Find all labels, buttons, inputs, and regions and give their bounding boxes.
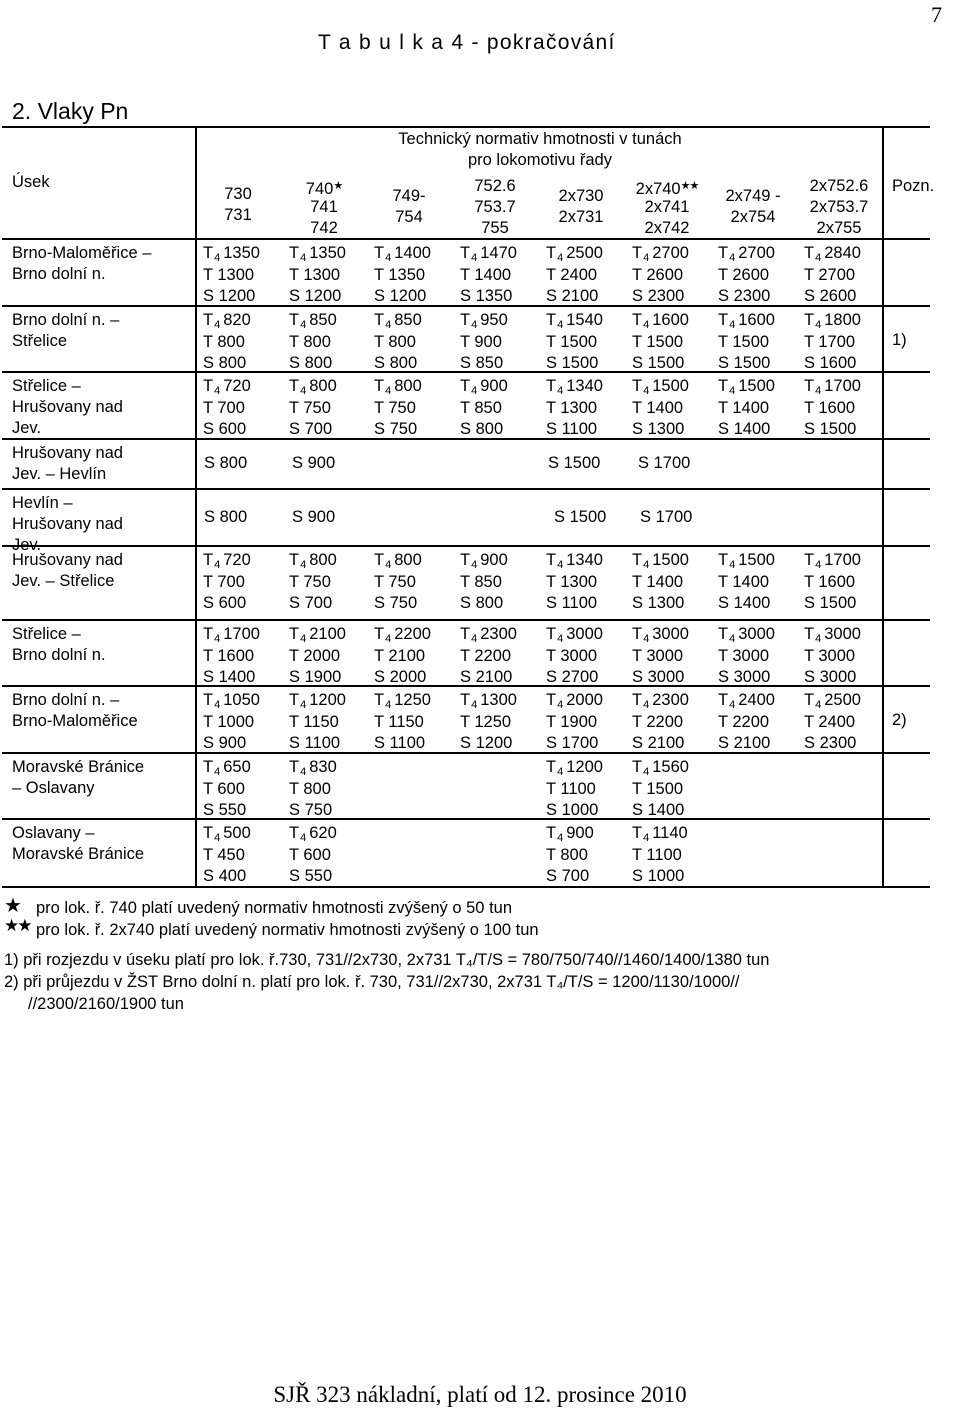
- segment-label: Jev. – Hevlín: [12, 465, 107, 483]
- cell-s: S 1500: [554, 508, 607, 526]
- segment-label: Brno-Maloměřice –: [12, 244, 152, 262]
- cell-s: S 1100: [546, 594, 598, 612]
- cell-t: T 1400: [718, 398, 770, 417]
- segment-label: Brno-Maloměřice: [12, 712, 138, 730]
- cell-s: S 900: [203, 734, 247, 752]
- cell-s: S 1500: [718, 354, 771, 372]
- cell-s: S 1500: [546, 354, 599, 372]
- header-col-1: 730: [224, 185, 252, 203]
- cell-t4: $T_4$ 1300: [460, 691, 517, 711]
- note-star2: pro lok. ř. 2x740 platí uvedený normativ hmotnosti zvýšený o 100 tun: [36, 921, 539, 939]
- star-icon: ★: [4, 895, 22, 917]
- cell-s: S 1000: [632, 867, 685, 885]
- cell-s: S 1200: [460, 734, 513, 752]
- cell-t4: $T_4$ 2400: [718, 691, 775, 711]
- cell-t: T 2600: [632, 265, 684, 284]
- cell-t: T 1600: [203, 646, 255, 665]
- cell-t: T 1100: [546, 779, 596, 798]
- header-col-8: 2x755: [816, 219, 862, 237]
- cell-t: T 1500: [632, 779, 684, 798]
- cell-t4: $T_4$ 1050: [203, 691, 260, 711]
- cell-t4: $T_4$ 1470: [460, 244, 517, 264]
- cell-t: T 1300: [289, 265, 341, 284]
- cell-t: T 3000: [632, 646, 684, 665]
- cell-t4: $T_4$ 900: [460, 377, 508, 397]
- cell-t4: $T_4$ 1200: [289, 691, 346, 711]
- cell-s: S 800: [204, 508, 248, 526]
- segment-label: Hrušovany nad: [12, 551, 123, 569]
- cell-t: T 1500: [546, 332, 598, 351]
- header-col-4: 752.6: [474, 177, 516, 195]
- cell-s: S 1100: [546, 420, 598, 438]
- cell-s: S 3000: [632, 668, 685, 686]
- header-col-7: 2x754: [730, 208, 776, 226]
- cell-t: T 750: [289, 572, 331, 591]
- cell-s: S 2600: [804, 287, 857, 305]
- segment-label: – Oslavany: [12, 779, 95, 797]
- cell-s: S 550: [289, 867, 333, 885]
- cell-t: T 1150: [374, 712, 424, 731]
- segment-label: Brno dolní n. –: [12, 691, 120, 709]
- cell-t4: $T_4$ 1200: [546, 758, 603, 778]
- cell-t: T 700: [203, 398, 245, 417]
- segment-label: Moravské Bránice: [12, 845, 145, 863]
- footnote-2: 2) při průjezdu v ŽST Brno dolní n. platí pro lok. ř. 730, 731//2x730, 2x731 T₄/T/S = 1200/1130/1000//: [4, 973, 740, 991]
- cell-t: T 850: [460, 398, 502, 417]
- cell-s: S 1400: [718, 594, 771, 612]
- cell-s: S 2100: [546, 287, 599, 305]
- cell-s: S 1900: [289, 668, 342, 686]
- cell-t: T 1900: [546, 712, 598, 731]
- header-col-3: 754: [395, 208, 423, 226]
- segment-label: Jev.: [12, 536, 42, 554]
- cell-s: S 400: [203, 867, 247, 885]
- cell-t4: $T_4$ 850: [289, 311, 337, 331]
- cell-s: S 2700: [546, 668, 599, 686]
- cell-t: T 2200: [718, 712, 770, 731]
- cell-t: T 1300: [546, 572, 598, 591]
- header-col-7: 2x749 -: [725, 187, 781, 205]
- cell-t4: $T_4$ 2000: [546, 691, 603, 711]
- cell-t4: $T_4$ 3000: [546, 625, 603, 645]
- section-heading: 2. Vlaky Pn: [12, 98, 129, 124]
- cell-t4: $T_4$ 950: [460, 311, 508, 331]
- cell-s: S 1700: [638, 454, 691, 472]
- cell-t: T 750: [374, 398, 416, 417]
- cell-t4: $T_4$ 3000: [632, 625, 689, 645]
- header-col-3: 749-: [392, 187, 426, 205]
- cell-t: T 750: [374, 572, 416, 591]
- cell-t4: $T_4$ 800: [289, 551, 337, 571]
- cell-t: T 700: [203, 572, 245, 591]
- cell-t4: $T_4$ 720: [203, 551, 251, 571]
- cell-t: T 600: [203, 779, 245, 798]
- cell-t: T 800: [374, 332, 416, 351]
- cell-t: T 2600: [718, 265, 770, 284]
- cell-s: S 600: [203, 594, 247, 612]
- cell-s: S 2100: [460, 668, 513, 686]
- cell-t: T 2200: [632, 712, 684, 731]
- cell-t4: $T_4$ 720: [203, 377, 251, 397]
- cell-t: T 800: [289, 779, 331, 798]
- double-star-icon: ★★: [680, 180, 699, 192]
- cell-t4: $T_4$ 2700: [718, 244, 775, 264]
- footnote-2-cont: //2300/2160/1900 tun: [28, 995, 184, 1013]
- cell-t4: $T_4$ 1600: [718, 311, 775, 331]
- cell-t: T 3000: [546, 646, 598, 665]
- cell-s: S 1400: [203, 668, 256, 686]
- cell-s: S 3000: [804, 668, 857, 686]
- cell-s: S 1000: [546, 801, 599, 819]
- header-col-4: 755: [481, 219, 509, 237]
- cell-t4: $T_4$ 830: [289, 758, 337, 778]
- cell-t: T 1400: [718, 572, 770, 591]
- cell-s: S 3000: [718, 668, 771, 686]
- cell-s: S 2300: [804, 734, 857, 752]
- cell-t4: $T_4$ 1700: [804, 377, 861, 397]
- cell-t4: $T_4$ 3000: [718, 625, 775, 645]
- header-group-title: Technický normativ hmotnosti v tunách: [398, 130, 682, 148]
- cell-s: S 1700: [640, 508, 693, 526]
- segment-label: Moravské Bránice: [12, 758, 145, 776]
- header-col-2: 742: [310, 219, 338, 237]
- cell-t: T 2400: [804, 712, 856, 731]
- row-rule: [2, 886, 930, 888]
- cell-s: S 1400: [718, 420, 771, 438]
- cell-s: S 750: [374, 594, 418, 612]
- header-col-2: 741: [310, 198, 338, 216]
- cell-s: S 2100: [718, 734, 771, 752]
- cell-t: T 1500: [718, 332, 770, 351]
- cell-t: T 2700: [804, 265, 856, 284]
- cell-t4: $T_4$ 900: [460, 551, 508, 571]
- segment-label: Střelice –: [12, 625, 81, 643]
- segment-label: Střelice –: [12, 377, 81, 395]
- cell-t: T 800: [546, 845, 588, 864]
- cell-t4: $T_4$ 1350: [289, 244, 346, 264]
- cell-t: T 1400: [632, 398, 684, 417]
- cell-t4: $T_4$ 500: [203, 824, 251, 844]
- segment-label: Hevlín –: [12, 494, 73, 512]
- header-col-5: 2x731: [558, 208, 604, 226]
- segment-label: Hrušovany nad: [12, 444, 123, 462]
- cell-t: T 1400: [460, 265, 512, 284]
- segment-label: Jev.: [12, 419, 42, 437]
- cell-s: S 800: [203, 354, 247, 372]
- header-col-5: 2x730: [558, 187, 604, 205]
- cell-t: T 900: [460, 332, 502, 351]
- cell-t: T 2000: [289, 646, 341, 665]
- header-col-8: 2x753.7: [809, 198, 869, 216]
- cell-t4: $T_4$ 1340: [546, 551, 603, 571]
- cell-t4: $T_4$ 1500: [632, 551, 689, 571]
- cell-t4: $T_4$ 850: [374, 311, 422, 331]
- cell-s: S 1500: [804, 420, 857, 438]
- segment-label: Střelice: [12, 332, 68, 350]
- cell-t: T 1000: [203, 712, 255, 731]
- cell-t4: $T_4$ 1700: [804, 551, 861, 571]
- cell-s: S 2300: [718, 287, 771, 305]
- cell-t: T 2400: [546, 265, 598, 284]
- cell-t4: $T_4$ 1500: [718, 377, 775, 397]
- cell-t4: $T_4$ 1700: [203, 625, 260, 645]
- cell-s: S 1300: [632, 420, 685, 438]
- cell-t: T 1300: [203, 265, 255, 284]
- cell-t4: $T_4$ 2840: [804, 244, 861, 264]
- cell-t: T 850: [460, 572, 502, 591]
- cell-s: S 900: [292, 508, 336, 526]
- cell-s: S 1700: [546, 734, 599, 752]
- cell-s: S 1600: [804, 354, 857, 372]
- cell-s: S 700: [289, 420, 333, 438]
- cell-s: S 2100: [632, 734, 685, 752]
- cell-t4: $T_4$ 2500: [546, 244, 603, 264]
- cell-s: S 750: [289, 801, 333, 819]
- cell-t: T 1150: [289, 712, 339, 731]
- cell-s: S 1500: [548, 454, 601, 472]
- note-star1: pro lok. ř. 740 platí uvedený normativ hmotnosti zvýšený o 50 tun: [36, 899, 513, 917]
- cell-s: S 1200: [203, 287, 256, 305]
- cell-t4: $T_4$ 2100: [289, 625, 346, 645]
- cell-t4: $T_4$ 2300: [460, 625, 517, 645]
- cell-t4: $T_4$ 1250: [374, 691, 431, 711]
- col-rule: [882, 126, 884, 886]
- segment-label: Jev. – Střelice: [12, 572, 115, 590]
- cell-s: S 900: [292, 454, 336, 472]
- cell-t4: $T_4$ 1600: [632, 311, 689, 331]
- cell-t: T 3000: [718, 646, 770, 665]
- header-col-8: 2x752.6: [809, 177, 869, 195]
- cell-s: S 550: [203, 801, 247, 819]
- cell-t4: $T_4$ 1500: [632, 377, 689, 397]
- cell-s: S 1100: [374, 734, 426, 752]
- page-number: 7: [931, 2, 942, 27]
- star-icon: ★: [333, 180, 343, 192]
- cell-t4: $T_4$ 1500: [718, 551, 775, 571]
- cell-t: T 1700: [804, 332, 856, 351]
- cell-t: T 2200: [460, 646, 512, 665]
- cell-t4: $T_4$ 1340: [546, 377, 603, 397]
- header-col-1: 731: [224, 206, 252, 224]
- page-title: T a b u l k a 4 - pokračování: [318, 31, 616, 54]
- cell-t4: $T_4$ 1560: [632, 758, 689, 778]
- cell-t: T 1100: [632, 845, 682, 864]
- segment-label: Brno dolní n.: [12, 646, 106, 664]
- cell-t: T 750: [289, 398, 331, 417]
- cell-s: S 2000: [374, 668, 427, 686]
- cell-t: T 2100: [374, 646, 426, 665]
- cell-t4: $T_4$ 820: [203, 311, 251, 331]
- cell-t: T 1600: [804, 398, 856, 417]
- header-pozn: Pozn.: [892, 177, 935, 195]
- cell-s: S 1200: [374, 287, 427, 305]
- cell-s: S 750: [374, 420, 418, 438]
- cell-s: S 1300: [632, 594, 685, 612]
- row-rule: [2, 818, 930, 820]
- cell-t: T 800: [289, 332, 331, 351]
- cell-s: S 800: [460, 594, 504, 612]
- col-rule: [195, 126, 197, 886]
- cell-t4: $T_4$ 3000: [804, 625, 861, 645]
- cell-t4: $T_4$ 800: [374, 377, 422, 397]
- cell-s: S 800: [204, 454, 248, 472]
- cell-t4: $T_4$ 900: [546, 824, 594, 844]
- cell-t: T 800: [203, 332, 245, 351]
- cell-t4: $T_4$ 650: [203, 758, 251, 778]
- header-col-6: 2x742: [644, 219, 690, 237]
- cell-s: S 1200: [289, 287, 342, 305]
- cell-t: T 1350: [374, 265, 426, 284]
- cell-t4: $T_4$ 2500: [804, 691, 861, 711]
- row-note: 1): [892, 331, 907, 349]
- cell-s: S 1400: [632, 801, 685, 819]
- cell-s: S 1500: [632, 354, 685, 372]
- cell-s: S 1350: [460, 287, 513, 305]
- cell-t: T 1300: [546, 398, 598, 417]
- segment-label: Hrušovany nad: [12, 515, 123, 533]
- header-col-6: 2x741: [644, 198, 690, 216]
- cell-s: S 800: [374, 354, 418, 372]
- cell-s: S 800: [460, 420, 504, 438]
- cell-t4: $T_4$ 1350: [203, 244, 260, 264]
- header-usek: Úsek: [12, 173, 50, 191]
- row-rule: [2, 619, 930, 621]
- cell-s: S 700: [546, 867, 590, 885]
- cell-s: S 850: [460, 354, 504, 372]
- cell-s: S 700: [289, 594, 333, 612]
- header-group-subtitle: pro lokomotivu řady: [468, 151, 612, 169]
- cell-s: S 1500: [804, 594, 857, 612]
- header-col-2: 740★: [305, 180, 343, 198]
- cell-t4: $T_4$ 2700: [632, 244, 689, 264]
- cell-t: T 450: [203, 845, 245, 864]
- cell-t: T 1400: [632, 572, 684, 591]
- cell-s: S 600: [203, 420, 247, 438]
- page-footer: SJŘ 323 nákladní, platí od 12. prosince 2010: [273, 1382, 687, 1407]
- segment-label: Brno dolní n. –: [12, 311, 120, 329]
- cell-t4: $T_4$ 1800: [804, 311, 861, 331]
- cell-t: T 1600: [804, 572, 856, 591]
- row-rule: [2, 488, 930, 490]
- cell-t4: $T_4$ 800: [374, 551, 422, 571]
- table-top-rule: [2, 126, 930, 128]
- cell-t4: $T_4$ 1400: [374, 244, 431, 264]
- cell-t: T 1500: [632, 332, 684, 351]
- cell-t4: $T_4$ 620: [289, 824, 337, 844]
- cell-t4: $T_4$ 800: [289, 377, 337, 397]
- cell-t: T 1250: [460, 712, 512, 731]
- footnote-1: 1) při rozjezdu v úseku platí pro lok. ř.730, 731//2x730, 2x731 T₄/T/S = 780/750/740//1460/1400/1380 tun: [4, 951, 770, 969]
- cell-t: T 600: [289, 845, 331, 864]
- segment-label: Hrušovany nad: [12, 398, 123, 416]
- double-star-icon: ★★: [4, 916, 31, 935]
- cell-t4: $T_4$ 2300: [632, 691, 689, 711]
- cell-s: S 1100: [289, 734, 341, 752]
- segment-label: Oslavany –: [12, 824, 95, 842]
- segment-label: Brno dolní n.: [12, 265, 106, 283]
- cell-s: S 2300: [632, 287, 685, 305]
- cell-t4: $T_4$ 2200: [374, 625, 431, 645]
- header-col-6: 2x740★★: [635, 180, 699, 198]
- cell-t4: $T_4$ 1140: [632, 824, 688, 844]
- cell-s: S 800: [289, 354, 333, 372]
- row-note: 2): [892, 711, 907, 729]
- cell-t4: $T_4$ 1540: [546, 311, 603, 331]
- cell-t: T 3000: [804, 646, 856, 665]
- header-col-4: 753.7: [474, 198, 516, 216]
